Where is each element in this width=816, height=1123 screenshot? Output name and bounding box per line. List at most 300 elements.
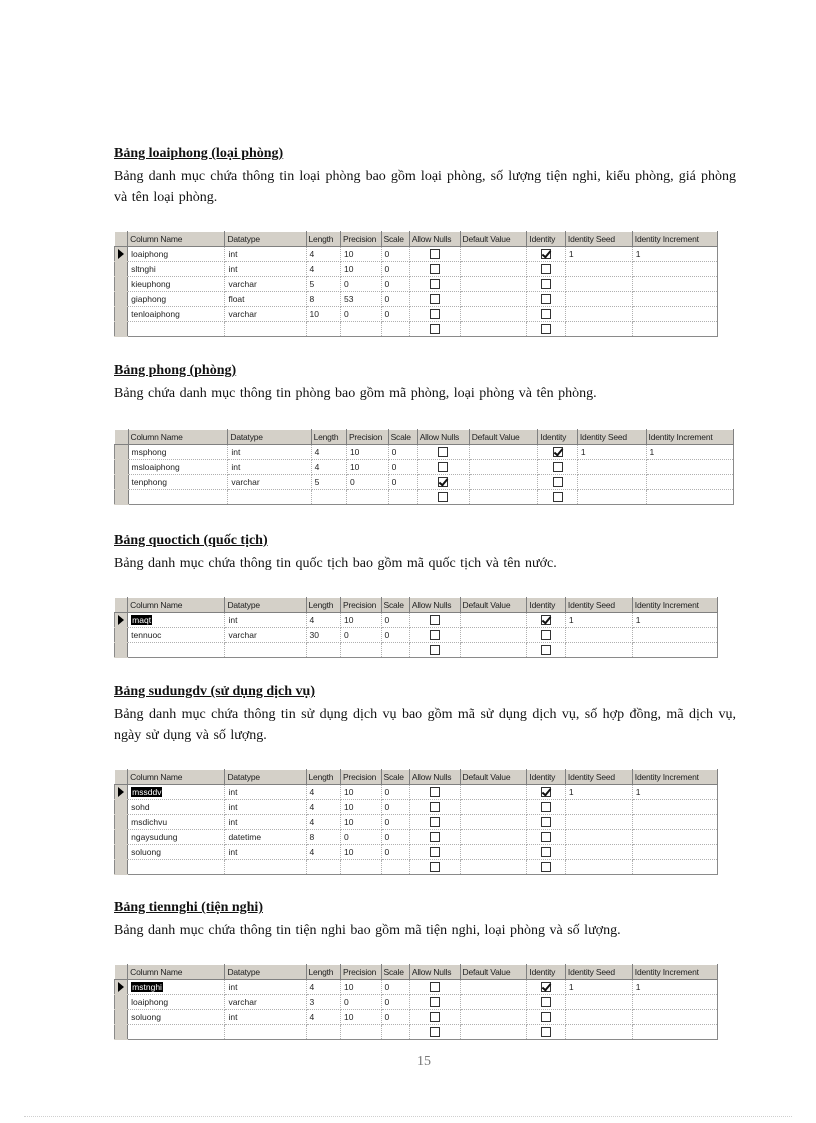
cell-incr[interactable]: [632, 995, 717, 1010]
cell-type[interactable]: int: [225, 613, 306, 628]
cell-length[interactable]: [311, 490, 346, 505]
allow-nulls-checkbox[interactable]: [430, 862, 440, 872]
cell-name[interactable]: [128, 322, 225, 337]
cell-precision[interactable]: 0: [340, 830, 381, 845]
cell-precision[interactable]: 0: [340, 995, 381, 1010]
cell-nulls[interactable]: [409, 815, 460, 830]
allow-nulls-checkbox[interactable]: [430, 294, 440, 304]
cell-precision[interactable]: 0: [340, 628, 381, 643]
row-selector[interactable]: [115, 860, 128, 875]
identity-checkbox[interactable]: [541, 264, 551, 274]
column-header-incr[interactable]: Identity Increment: [632, 232, 717, 247]
identity-checkbox[interactable]: [541, 997, 551, 1007]
cell-identity[interactable]: [527, 1010, 566, 1025]
cell-scale[interactable]: 0: [381, 800, 409, 815]
column-header-length[interactable]: Length: [306, 598, 340, 613]
cell-precision[interactable]: 10: [346, 460, 388, 475]
cell-seed[interactable]: [565, 322, 632, 337]
identity-checkbox[interactable]: [541, 787, 551, 797]
column-header-name[interactable]: Column Name: [128, 598, 225, 613]
cell-scale[interactable]: 0: [388, 445, 417, 460]
cell-identity[interactable]: [527, 845, 566, 860]
cell-type[interactable]: int: [228, 445, 311, 460]
cell-incr[interactable]: [632, 277, 717, 292]
cell-name[interactable]: [128, 980, 225, 995]
cell-scale[interactable]: 0: [388, 460, 417, 475]
identity-checkbox[interactable]: [553, 462, 563, 472]
cell-default[interactable]: [460, 643, 527, 658]
table-row[interactable]: [115, 800, 718, 815]
cell-identity[interactable]: [527, 860, 566, 875]
column-header-name[interactable]: Column Name: [128, 232, 225, 247]
cell-precision[interactable]: 10: [340, 845, 381, 860]
cell-identity[interactable]: [527, 277, 566, 292]
column-grid-phong[interactable]: [114, 429, 734, 505]
column-header-type[interactable]: Datatype: [225, 965, 306, 980]
cell-incr[interactable]: 1: [632, 785, 717, 800]
cell-identity[interactable]: [527, 292, 566, 307]
cell-precision[interactable]: 10: [340, 1010, 381, 1025]
row-selector[interactable]: [115, 980, 128, 995]
cell-default[interactable]: [469, 445, 538, 460]
column-header-scale[interactable]: Scale: [381, 965, 409, 980]
identity-checkbox[interactable]: [553, 477, 563, 487]
cell-length[interactable]: 30: [306, 628, 340, 643]
column-header-incr[interactable]: Identity Increment: [632, 770, 717, 785]
cell-type[interactable]: int: [225, 980, 306, 995]
cell-precision[interactable]: 10: [340, 262, 381, 277]
new-row[interactable]: [115, 322, 718, 337]
identity-checkbox[interactable]: [541, 645, 551, 655]
cell-precision[interactable]: 10: [340, 980, 381, 995]
cell-seed[interactable]: [565, 1025, 632, 1040]
row-selector[interactable]: [115, 1025, 128, 1040]
cell-precision[interactable]: 10: [346, 445, 388, 460]
identity-checkbox[interactable]: [541, 309, 551, 319]
cell-incr[interactable]: [632, 262, 717, 277]
cell-scale[interactable]: 0: [381, 292, 409, 307]
cell-identity[interactable]: [538, 490, 578, 505]
cell-type[interactable]: int: [225, 800, 306, 815]
cell-seed[interactable]: [577, 460, 646, 475]
cell-scale[interactable]: 0: [381, 830, 409, 845]
identity-checkbox[interactable]: [541, 832, 551, 842]
cell-default[interactable]: [469, 490, 538, 505]
cell-default[interactable]: [460, 995, 527, 1010]
cell-seed[interactable]: [565, 307, 632, 322]
column-grid-quoctich[interactable]: [114, 597, 718, 658]
cell-scale[interactable]: [388, 490, 417, 505]
selected-column-name[interactable]: mstnghi: [132, 982, 162, 992]
cell-length[interactable]: 4: [306, 262, 340, 277]
cell-length[interactable]: 4: [311, 460, 346, 475]
column-header-precision[interactable]: Precision: [340, 770, 381, 785]
column-header-seed[interactable]: Identity Seed: [565, 598, 632, 613]
cell-name[interactable]: ngaysudung: [128, 830, 225, 845]
cell-nulls[interactable]: [409, 995, 460, 1010]
cell-scale[interactable]: 0: [381, 277, 409, 292]
cell-incr[interactable]: [632, 322, 717, 337]
cell-identity[interactable]: [527, 1025, 566, 1040]
cell-length[interactable]: 4: [306, 800, 340, 815]
allow-nulls-checkbox[interactable]: [430, 1027, 440, 1037]
cell-scale[interactable]: [381, 860, 409, 875]
cell-nulls[interactable]: [409, 643, 460, 658]
cell-length[interactable]: 4: [306, 980, 340, 995]
cell-length[interactable]: 4: [306, 247, 340, 262]
cell-nulls[interactable]: [409, 292, 460, 307]
allow-nulls-checkbox[interactable]: [430, 615, 440, 625]
cell-name[interactable]: soluong: [128, 845, 225, 860]
cell-scale[interactable]: 0: [381, 307, 409, 322]
cell-precision[interactable]: 10: [340, 815, 381, 830]
cell-identity[interactable]: [527, 643, 566, 658]
cell-incr[interactable]: [646, 490, 733, 505]
cell-scale[interactable]: 0: [381, 628, 409, 643]
cell-precision[interactable]: [340, 1025, 381, 1040]
cell-identity[interactable]: [527, 247, 566, 262]
row-selector[interactable]: [115, 628, 128, 643]
table-row[interactable]: [115, 292, 718, 307]
cell-name[interactable]: sltnghi: [128, 262, 225, 277]
cell-name[interactable]: giaphong: [128, 292, 225, 307]
cell-name[interactable]: soluong: [128, 1010, 225, 1025]
cell-scale[interactable]: 0: [381, 262, 409, 277]
column-header-incr[interactable]: Identity Increment: [632, 965, 717, 980]
cell-incr[interactable]: [632, 845, 717, 860]
table-row[interactable]: [115, 307, 718, 322]
cell-seed[interactable]: [565, 860, 632, 875]
cell-scale[interactable]: 0: [381, 613, 409, 628]
identity-checkbox[interactable]: [553, 492, 563, 502]
allow-nulls-checkbox[interactable]: [430, 1012, 440, 1022]
cell-default[interactable]: [460, 830, 527, 845]
cell-name[interactable]: msphong: [128, 445, 228, 460]
row-selector[interactable]: [115, 815, 128, 830]
row-selector[interactable]: [115, 800, 128, 815]
column-header-precision[interactable]: Precision: [346, 430, 388, 445]
column-header-precision[interactable]: Precision: [340, 598, 381, 613]
cell-scale[interactable]: [381, 322, 409, 337]
cell-identity[interactable]: [527, 262, 566, 277]
table-row[interactable]: [115, 830, 718, 845]
cell-type[interactable]: int: [225, 262, 306, 277]
cell-type[interactable]: varchar: [225, 628, 306, 643]
cell-default[interactable]: [460, 815, 527, 830]
cell-name[interactable]: [128, 785, 225, 800]
cell-length[interactable]: 4: [306, 845, 340, 860]
identity-checkbox[interactable]: [541, 324, 551, 334]
cell-type[interactable]: [225, 860, 306, 875]
column-header-length[interactable]: Length: [311, 430, 346, 445]
column-header-nulls[interactable]: Allow Nulls: [409, 232, 460, 247]
cell-incr[interactable]: [632, 860, 717, 875]
table-row[interactable]: [115, 475, 734, 490]
cell-identity[interactable]: [527, 322, 566, 337]
allow-nulls-checkbox[interactable]: [430, 787, 440, 797]
cell-default[interactable]: [460, 613, 527, 628]
allow-nulls-checkbox[interactable]: [430, 997, 440, 1007]
row-selector[interactable]: [115, 460, 129, 475]
cell-type[interactable]: varchar: [225, 277, 306, 292]
table-row[interactable]: [115, 262, 718, 277]
table-row[interactable]: [115, 613, 718, 628]
allow-nulls-checkbox[interactable]: [430, 630, 440, 640]
allow-nulls-checkbox[interactable]: [430, 279, 440, 289]
allow-nulls-checkbox[interactable]: [438, 462, 448, 472]
cell-identity[interactable]: [538, 445, 578, 460]
row-selector[interactable]: [115, 475, 129, 490]
table-row[interactable]: [115, 445, 734, 460]
cell-name[interactable]: msloaiphong: [128, 460, 228, 475]
allow-nulls-checkbox[interactable]: [430, 802, 440, 812]
cell-length[interactable]: [306, 643, 340, 658]
cell-nulls[interactable]: [409, 613, 460, 628]
cell-default[interactable]: [460, 800, 527, 815]
column-grid-tiennghi[interactable]: [114, 964, 718, 1040]
row-selector[interactable]: [115, 262, 128, 277]
cell-seed[interactable]: [565, 277, 632, 292]
cell-length[interactable]: 4: [306, 815, 340, 830]
cell-seed[interactable]: 1: [565, 980, 632, 995]
cell-scale[interactable]: 0: [381, 1010, 409, 1025]
identity-checkbox[interactable]: [553, 447, 563, 457]
cell-type[interactable]: [225, 322, 306, 337]
column-header-scale[interactable]: Scale: [381, 232, 409, 247]
cell-name[interactable]: loaiphong: [128, 247, 225, 262]
allow-nulls-checkbox[interactable]: [430, 249, 440, 259]
cell-default[interactable]: [469, 460, 538, 475]
cell-precision[interactable]: [346, 490, 388, 505]
cell-default[interactable]: [460, 247, 527, 262]
column-header-default[interactable]: Default Value: [460, 598, 527, 613]
allow-nulls-checkbox[interactable]: [438, 447, 448, 457]
identity-checkbox[interactable]: [541, 817, 551, 827]
cell-type[interactable]: int: [225, 1010, 306, 1025]
cell-scale[interactable]: 0: [381, 995, 409, 1010]
cell-incr[interactable]: [632, 292, 717, 307]
cell-default[interactable]: [460, 845, 527, 860]
column-header-identity[interactable]: Identity: [527, 965, 566, 980]
cell-seed[interactable]: [565, 1010, 632, 1025]
cell-default[interactable]: [460, 262, 527, 277]
cell-incr[interactable]: [632, 643, 717, 658]
cell-nulls[interactable]: [409, 800, 460, 815]
column-header-nulls[interactable]: Allow Nulls: [409, 965, 460, 980]
cell-scale[interactable]: [381, 1025, 409, 1040]
column-header-precision[interactable]: Precision: [340, 232, 381, 247]
cell-type[interactable]: [228, 490, 311, 505]
cell-seed[interactable]: [565, 628, 632, 643]
row-selector[interactable]: [115, 613, 128, 628]
new-row[interactable]: [115, 1025, 718, 1040]
cell-default[interactable]: [460, 307, 527, 322]
table-row[interactable]: [115, 980, 718, 995]
identity-checkbox[interactable]: [541, 847, 551, 857]
cell-incr[interactable]: 1: [632, 247, 717, 262]
cell-length[interactable]: 3: [306, 995, 340, 1010]
cell-nulls[interactable]: [409, 262, 460, 277]
cell-length[interactable]: 4: [311, 445, 346, 460]
cell-length[interactable]: 4: [306, 1010, 340, 1025]
cell-precision[interactable]: 0: [340, 307, 381, 322]
cell-precision[interactable]: 10: [340, 247, 381, 262]
column-header-seed[interactable]: Identity Seed: [565, 232, 632, 247]
cell-default[interactable]: [460, 860, 527, 875]
cell-precision[interactable]: 0: [340, 277, 381, 292]
column-header-seed[interactable]: Identity Seed: [565, 965, 632, 980]
identity-checkbox[interactable]: [541, 802, 551, 812]
cell-nulls[interactable]: [409, 277, 460, 292]
table-row[interactable]: [115, 1010, 718, 1025]
allow-nulls-checkbox[interactable]: [430, 817, 440, 827]
column-header-seed[interactable]: Identity Seed: [565, 770, 632, 785]
cell-type[interactable]: [225, 643, 306, 658]
column-header-default[interactable]: Default Value: [460, 770, 527, 785]
row-selector[interactable]: [115, 995, 128, 1010]
cell-type[interactable]: int: [228, 460, 311, 475]
column-header-nulls[interactable]: Allow Nulls: [409, 770, 460, 785]
cell-nulls[interactable]: [417, 460, 469, 475]
cell-identity[interactable]: [527, 613, 566, 628]
cell-identity[interactable]: [527, 628, 566, 643]
cell-incr[interactable]: [632, 815, 717, 830]
column-header-type[interactable]: Datatype: [225, 770, 306, 785]
table-row[interactable]: [115, 785, 718, 800]
cell-name[interactable]: loaiphong: [128, 995, 225, 1010]
column-header-incr[interactable]: Identity Increment: [632, 598, 717, 613]
row-selector[interactable]: [115, 445, 129, 460]
row-selector[interactable]: [115, 643, 128, 658]
row-selector[interactable]: [115, 830, 128, 845]
cell-incr[interactable]: [632, 1010, 717, 1025]
cell-incr[interactable]: [632, 1025, 717, 1040]
cell-nulls[interactable]: [409, 785, 460, 800]
new-row[interactable]: [115, 860, 718, 875]
cell-type[interactable]: int: [225, 845, 306, 860]
cell-identity[interactable]: [538, 475, 578, 490]
allow-nulls-checkbox[interactable]: [438, 477, 448, 487]
cell-precision[interactable]: 10: [340, 800, 381, 815]
cell-length[interactable]: [306, 860, 340, 875]
cell-name[interactable]: kieuphong: [128, 277, 225, 292]
cell-nulls[interactable]: [409, 830, 460, 845]
cell-name[interactable]: tenloaiphong: [128, 307, 225, 322]
cell-length[interactable]: [306, 1025, 340, 1040]
cell-name[interactable]: sohd: [128, 800, 225, 815]
column-header-seed[interactable]: Identity Seed: [577, 430, 646, 445]
cell-incr[interactable]: 1: [632, 613, 717, 628]
cell-precision[interactable]: [340, 643, 381, 658]
cell-nulls[interactable]: [409, 628, 460, 643]
row-selector[interactable]: [115, 322, 128, 337]
cell-incr[interactable]: [632, 628, 717, 643]
cell-default[interactable]: [460, 1025, 527, 1040]
cell-nulls[interactable]: [409, 1025, 460, 1040]
cell-name[interactable]: [128, 1025, 225, 1040]
cell-nulls[interactable]: [409, 845, 460, 860]
cell-identity[interactable]: [527, 785, 566, 800]
identity-checkbox[interactable]: [541, 630, 551, 640]
column-header-name[interactable]: Column Name: [128, 430, 228, 445]
cell-default[interactable]: [460, 980, 527, 995]
cell-default[interactable]: [460, 628, 527, 643]
cell-precision[interactable]: [340, 322, 381, 337]
cell-nulls[interactable]: [409, 980, 460, 995]
cell-type[interactable]: float: [225, 292, 306, 307]
cell-scale[interactable]: 0: [381, 980, 409, 995]
identity-checkbox[interactable]: [541, 1027, 551, 1037]
cell-incr[interactable]: [632, 800, 717, 815]
cell-default[interactable]: [460, 277, 527, 292]
cell-scale[interactable]: 0: [381, 785, 409, 800]
cell-seed[interactable]: [565, 292, 632, 307]
cell-type[interactable]: int: [225, 815, 306, 830]
cell-identity[interactable]: [527, 815, 566, 830]
row-selector[interactable]: [115, 490, 129, 505]
cell-seed[interactable]: [565, 643, 632, 658]
cell-length[interactable]: 10: [306, 307, 340, 322]
identity-checkbox[interactable]: [541, 862, 551, 872]
cell-nulls[interactable]: [409, 860, 460, 875]
cell-seed[interactable]: [577, 490, 646, 505]
allow-nulls-checkbox[interactable]: [430, 324, 440, 334]
cell-length[interactable]: 4: [306, 613, 340, 628]
selected-column-name[interactable]: maqt: [132, 615, 152, 625]
column-grid-loaiphong[interactable]: [114, 231, 718, 337]
cell-name[interactable]: tenphong: [128, 475, 228, 490]
cell-nulls[interactable]: [409, 322, 460, 337]
column-header-incr[interactable]: Identity Increment: [646, 430, 733, 445]
column-header-identity[interactable]: Identity: [527, 232, 566, 247]
cell-type[interactable]: int: [225, 247, 306, 262]
allow-nulls-checkbox[interactable]: [430, 982, 440, 992]
allow-nulls-checkbox[interactable]: [430, 832, 440, 842]
cell-name[interactable]: [128, 643, 225, 658]
column-header-scale[interactable]: Scale: [388, 430, 417, 445]
cell-type[interactable]: [225, 1025, 306, 1040]
cell-seed[interactable]: [565, 800, 632, 815]
row-selector[interactable]: [115, 277, 128, 292]
cell-scale[interactable]: 0: [381, 815, 409, 830]
cell-nulls[interactable]: [409, 307, 460, 322]
cell-seed[interactable]: [565, 815, 632, 830]
allow-nulls-checkbox[interactable]: [430, 264, 440, 274]
identity-checkbox[interactable]: [541, 279, 551, 289]
cell-nulls[interactable]: [409, 1010, 460, 1025]
row-selector[interactable]: [115, 307, 128, 322]
cell-name[interactable]: msdichvu: [128, 815, 225, 830]
cell-seed[interactable]: 1: [577, 445, 646, 460]
identity-checkbox[interactable]: [541, 294, 551, 304]
allow-nulls-checkbox[interactable]: [430, 645, 440, 655]
cell-precision[interactable]: 53: [340, 292, 381, 307]
column-header-precision[interactable]: Precision: [340, 965, 381, 980]
cell-seed[interactable]: [565, 262, 632, 277]
cell-incr[interactable]: 1: [632, 980, 717, 995]
table-row[interactable]: [115, 815, 718, 830]
cell-identity[interactable]: [527, 800, 566, 815]
cell-length[interactable]: 5: [311, 475, 346, 490]
identity-checkbox[interactable]: [541, 1012, 551, 1022]
cell-length[interactable]: 4: [306, 785, 340, 800]
cell-type[interactable]: int: [225, 785, 306, 800]
cell-type[interactable]: varchar: [225, 307, 306, 322]
cell-incr[interactable]: [646, 475, 733, 490]
column-header-length[interactable]: Length: [306, 965, 340, 980]
column-grid-sudungdv[interactable]: [114, 769, 718, 875]
cell-seed[interactable]: [565, 845, 632, 860]
